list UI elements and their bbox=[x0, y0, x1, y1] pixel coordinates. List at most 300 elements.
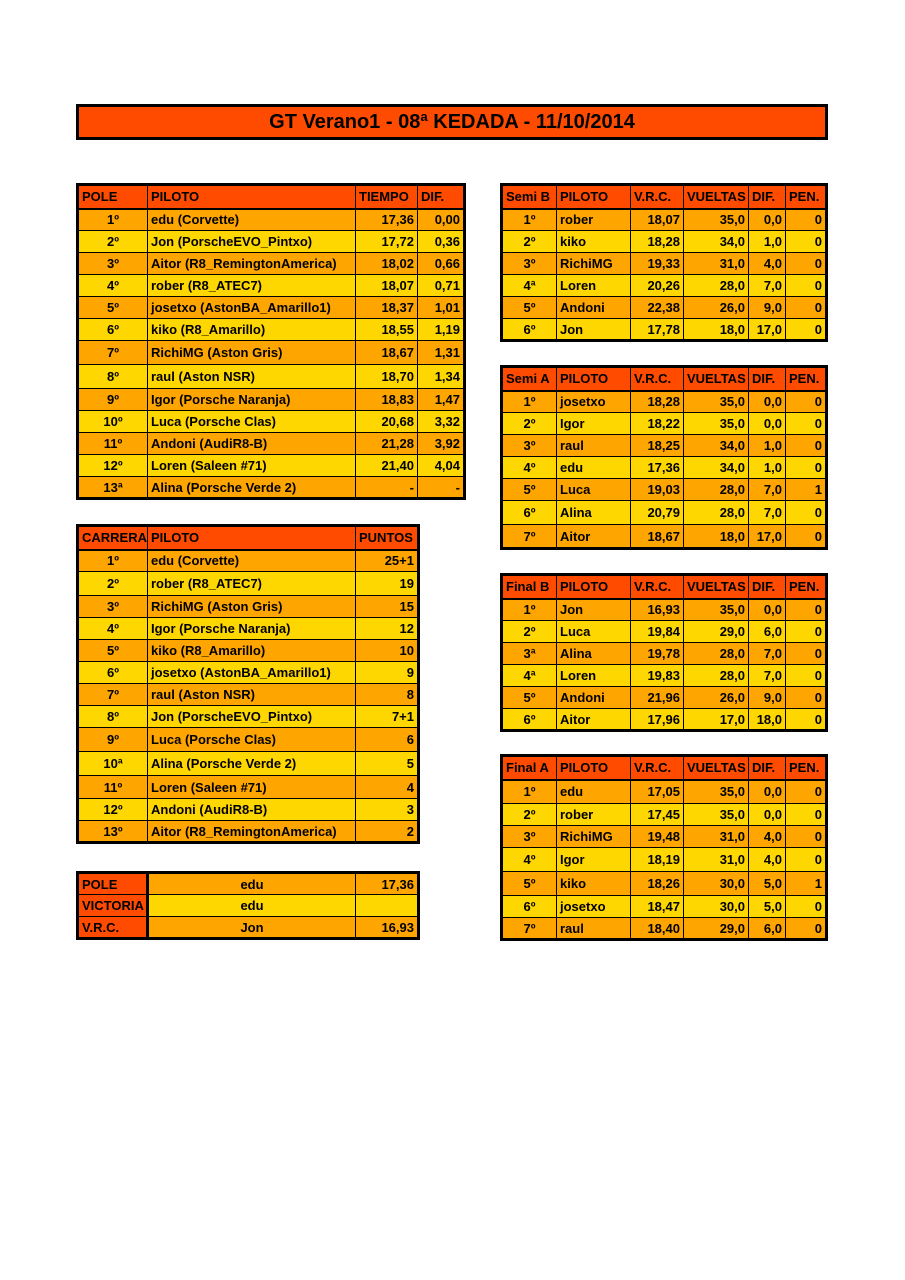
table-cell: 9 bbox=[356, 662, 419, 684]
table-row bbox=[502, 457, 827, 479]
table-cell: 0 bbox=[786, 209, 827, 231]
header-row bbox=[502, 185, 827, 209]
table-cell: Luca (Porsche Clas) bbox=[148, 411, 356, 433]
column-header: VUELTAS bbox=[684, 575, 749, 599]
table-cell: 0 bbox=[786, 621, 827, 643]
table-cell: rober (R8_ATEC7) bbox=[148, 572, 356, 596]
table-cell: 12 bbox=[356, 618, 419, 640]
table-cell: 6º bbox=[78, 319, 148, 341]
table-cell: 0 bbox=[786, 319, 827, 341]
table-row bbox=[502, 253, 827, 275]
column-header: PILOTO bbox=[557, 756, 631, 780]
column-header: CARRERA bbox=[78, 526, 148, 550]
table-cell: 5,0 bbox=[749, 872, 786, 896]
table-cell: 0 bbox=[786, 848, 827, 872]
table-cell: 29,0 bbox=[684, 621, 749, 643]
table-cell: 3º bbox=[78, 253, 148, 275]
table-cell: 17,78 bbox=[631, 319, 684, 341]
column-header: DIF. bbox=[749, 756, 786, 780]
table-row bbox=[78, 728, 419, 752]
table-cell: 5º bbox=[78, 640, 148, 662]
table-row bbox=[78, 433, 465, 455]
table-cell: rober (R8_ATEC7) bbox=[148, 275, 356, 297]
table-row bbox=[502, 599, 827, 621]
table-cell: Jon bbox=[148, 917, 356, 939]
table-cell: Alina bbox=[557, 501, 631, 525]
table-row bbox=[502, 391, 827, 413]
table-cell: 18,22 bbox=[631, 413, 684, 435]
table-cell: 9º bbox=[78, 389, 148, 411]
table-cell: 34,0 bbox=[684, 435, 749, 457]
table-cell: Igor (Porsche Naranja) bbox=[148, 389, 356, 411]
table-row bbox=[78, 209, 465, 231]
table-row bbox=[78, 662, 419, 684]
table-cell: 4,0 bbox=[749, 826, 786, 848]
column-header: DIF. bbox=[418, 185, 465, 209]
table-cell: 0 bbox=[786, 253, 827, 275]
table-cell: 2º bbox=[502, 231, 557, 253]
table-row bbox=[78, 275, 465, 297]
column-header: PILOTO bbox=[148, 185, 356, 209]
table-cell: 10 bbox=[356, 640, 419, 662]
table-cell: Loren bbox=[557, 665, 631, 687]
table-cell: 15 bbox=[356, 596, 419, 618]
final-a-table bbox=[500, 754, 828, 941]
table-cell: raul (Aston NSR) bbox=[148, 365, 356, 389]
table-cell: V.R.C. bbox=[78, 917, 148, 939]
table-cell: 35,0 bbox=[684, 209, 749, 231]
table-cell: 6 bbox=[356, 728, 419, 752]
table-cell: 2 bbox=[356, 821, 419, 843]
table-cell: 0 bbox=[786, 525, 827, 549]
table-cell: 0 bbox=[786, 231, 827, 253]
table-cell: 16,93 bbox=[356, 917, 419, 939]
table-cell: Igor bbox=[557, 413, 631, 435]
table-cell: 18,0 bbox=[684, 319, 749, 341]
table-cell: 26,0 bbox=[684, 297, 749, 319]
table-cell: 4ª bbox=[502, 665, 557, 687]
table-cell: 1º bbox=[78, 550, 148, 572]
table-cell: 17,36 bbox=[631, 457, 684, 479]
table-cell: 28,0 bbox=[684, 275, 749, 297]
table-cell: 7º bbox=[502, 918, 557, 940]
table-cell: 9º bbox=[78, 728, 148, 752]
table-row bbox=[78, 776, 419, 799]
table-cell: edu bbox=[148, 895, 356, 917]
column-header: PILOTO bbox=[557, 575, 631, 599]
table-row bbox=[78, 297, 465, 319]
table-cell: RichiMG bbox=[557, 826, 631, 848]
table-cell: 7,0 bbox=[749, 275, 786, 297]
table-row bbox=[78, 253, 465, 275]
table-cell: 0 bbox=[786, 804, 827, 826]
table-cell: kiko (R8_Amarillo) bbox=[148, 319, 356, 341]
column-header: PEN. bbox=[786, 756, 827, 780]
table-cell: 0 bbox=[786, 896, 827, 918]
table-row bbox=[78, 411, 465, 433]
table-cell: 7º bbox=[502, 525, 557, 549]
table-cell: 0 bbox=[786, 391, 827, 413]
table-cell: Andoni (AudiR8-B) bbox=[148, 799, 356, 821]
table-cell: 3º bbox=[502, 253, 557, 275]
page-title: GT Verano1 - 08ª KEDADA - 11/10/2014 bbox=[76, 104, 828, 140]
table-cell: 3º bbox=[502, 826, 557, 848]
table-row bbox=[502, 780, 827, 804]
table-row bbox=[78, 895, 419, 917]
table-cell: 6º bbox=[502, 896, 557, 918]
table-cell: Jon bbox=[557, 319, 631, 341]
table-cell: RichiMG (Aston Gris) bbox=[148, 341, 356, 365]
table-cell: 0,36 bbox=[418, 231, 465, 253]
table-cell: 5º bbox=[502, 872, 557, 896]
table-row bbox=[502, 643, 827, 665]
table-cell: 17,0 bbox=[749, 525, 786, 549]
column-header: V.R.C. bbox=[631, 367, 684, 391]
table-cell: kiko (R8_Amarillo) bbox=[148, 640, 356, 662]
table-cell: 6,0 bbox=[749, 918, 786, 940]
table-cell: 1º bbox=[78, 209, 148, 231]
table-cell: josetxo bbox=[557, 391, 631, 413]
table-cell: 4 bbox=[356, 776, 419, 799]
table-cell: 11º bbox=[78, 433, 148, 455]
table-cell: 21,40 bbox=[356, 455, 418, 477]
table-cell: 8 bbox=[356, 684, 419, 706]
table-cell: 0,71 bbox=[418, 275, 465, 297]
table-cell: 0 bbox=[786, 457, 827, 479]
semi-a-table bbox=[500, 365, 828, 550]
table-cell: RichiMG (Aston Gris) bbox=[148, 596, 356, 618]
table-cell: VICTORIA bbox=[78, 895, 148, 917]
table-cell: 7,0 bbox=[749, 479, 786, 501]
table-cell: 6º bbox=[502, 501, 557, 525]
table-cell: 34,0 bbox=[684, 457, 749, 479]
table-cell: 28,0 bbox=[684, 643, 749, 665]
table-cell: 3º bbox=[502, 435, 557, 457]
table-cell: 1,47 bbox=[418, 389, 465, 411]
table-cell: 18,40 bbox=[631, 918, 684, 940]
column-header: V.R.C. bbox=[631, 185, 684, 209]
table-cell: 25+1 bbox=[356, 550, 419, 572]
table-cell: 18,07 bbox=[356, 275, 418, 297]
table-cell: 5º bbox=[78, 297, 148, 319]
table-cell: 19 bbox=[356, 572, 419, 596]
table-cell: Andoni (AudiR8-B) bbox=[148, 433, 356, 455]
table-row bbox=[502, 275, 827, 297]
table-row bbox=[502, 896, 827, 918]
table-cell: Igor bbox=[557, 848, 631, 872]
table-cell: Andoni bbox=[557, 297, 631, 319]
column-header: TIEMPO bbox=[356, 185, 418, 209]
table-cell: 3ª bbox=[502, 643, 557, 665]
table-cell: 1º bbox=[502, 209, 557, 231]
table-row bbox=[502, 435, 827, 457]
table-cell: raul bbox=[557, 918, 631, 940]
table-cell: 17,36 bbox=[356, 209, 418, 231]
table-cell: 3 bbox=[356, 799, 419, 821]
table-cell: 6º bbox=[502, 709, 557, 731]
table-row bbox=[78, 341, 465, 365]
table-cell: 0,0 bbox=[749, 804, 786, 826]
table-cell: 1,0 bbox=[749, 457, 786, 479]
table-cell: josetxo (AstonBA_Amarillo1) bbox=[148, 297, 356, 319]
table-cell: edu bbox=[148, 873, 356, 895]
table-cell: Luca bbox=[557, 479, 631, 501]
table-cell: 2º bbox=[502, 804, 557, 826]
table-cell: 34,0 bbox=[684, 231, 749, 253]
column-header: PEN. bbox=[786, 185, 827, 209]
table-cell: 18,67 bbox=[631, 525, 684, 549]
table-cell: 17,05 bbox=[631, 780, 684, 804]
table-cell: 4º bbox=[78, 275, 148, 297]
table-cell: 1,34 bbox=[418, 365, 465, 389]
table-cell: 1,31 bbox=[418, 341, 465, 365]
table-cell: 18,07 bbox=[631, 209, 684, 231]
table-cell: 35,0 bbox=[684, 391, 749, 413]
table-cell: 35,0 bbox=[684, 780, 749, 804]
table-cell: 1 bbox=[786, 872, 827, 896]
table-cell: 7,0 bbox=[749, 665, 786, 687]
table-cell: 5,0 bbox=[749, 896, 786, 918]
pole-table bbox=[76, 183, 466, 500]
table-cell: 35,0 bbox=[684, 413, 749, 435]
table-cell: 18,26 bbox=[631, 872, 684, 896]
table-cell: 31,0 bbox=[684, 848, 749, 872]
table-cell: Igor (Porsche Naranja) bbox=[148, 618, 356, 640]
table-cell: Alina bbox=[557, 643, 631, 665]
table-cell: 17,96 bbox=[631, 709, 684, 731]
final-b-table bbox=[500, 573, 828, 732]
table-cell: 0,0 bbox=[749, 780, 786, 804]
table-cell: 19,03 bbox=[631, 479, 684, 501]
table-cell: 9,0 bbox=[749, 687, 786, 709]
table-cell bbox=[356, 895, 419, 917]
table-cell: 0 bbox=[786, 435, 827, 457]
table-cell: josetxo (AstonBA_Amarillo1) bbox=[148, 662, 356, 684]
semi-b-table bbox=[500, 183, 828, 342]
column-header: PUNTOS bbox=[356, 526, 419, 550]
table-cell: 1,01 bbox=[418, 297, 465, 319]
column-header: V.R.C. bbox=[631, 756, 684, 780]
column-header: PILOTO bbox=[557, 367, 631, 391]
table-cell: 19,33 bbox=[631, 253, 684, 275]
table-row bbox=[78, 799, 419, 821]
table-cell: 30,0 bbox=[684, 896, 749, 918]
table-cell: 0 bbox=[786, 780, 827, 804]
header-row bbox=[502, 575, 827, 599]
table-cell: 0 bbox=[786, 687, 827, 709]
table-cell: raul (Aston NSR) bbox=[148, 684, 356, 706]
table-cell: rober bbox=[557, 209, 631, 231]
table-row bbox=[502, 319, 827, 341]
column-header: VUELTAS bbox=[684, 367, 749, 391]
table-cell: Luca bbox=[557, 621, 631, 643]
table-cell: 13ª bbox=[78, 477, 148, 499]
table-cell: 18,0 bbox=[684, 525, 749, 549]
table-cell: 17,72 bbox=[356, 231, 418, 253]
table-cell: Luca (Porsche Clas) bbox=[148, 728, 356, 752]
table-row bbox=[78, 572, 419, 596]
table-cell: 8º bbox=[78, 706, 148, 728]
carrera-table bbox=[76, 524, 420, 844]
table-cell: Loren bbox=[557, 275, 631, 297]
column-header: POLE bbox=[78, 185, 148, 209]
table-cell: 22,38 bbox=[631, 297, 684, 319]
table-cell: POLE bbox=[78, 873, 148, 895]
table-cell: 0 bbox=[786, 275, 827, 297]
table-cell: Aitor bbox=[557, 525, 631, 549]
table-row bbox=[78, 873, 419, 895]
table-cell: Alina (Porsche Verde 2) bbox=[148, 752, 356, 776]
table-row bbox=[502, 209, 827, 231]
table-cell: 2º bbox=[502, 621, 557, 643]
table-cell: josetxo bbox=[557, 896, 631, 918]
column-header: PEN. bbox=[786, 367, 827, 391]
table-cell: 35,0 bbox=[684, 599, 749, 621]
table-cell: 7º bbox=[78, 341, 148, 365]
table-cell: 28,0 bbox=[684, 665, 749, 687]
table-row bbox=[78, 752, 419, 776]
table-cell: 4,0 bbox=[749, 253, 786, 275]
table-row bbox=[502, 501, 827, 525]
table-row bbox=[78, 706, 419, 728]
table-cell: 4º bbox=[502, 457, 557, 479]
table-row bbox=[78, 389, 465, 411]
table-cell: 0 bbox=[786, 501, 827, 525]
column-header: VUELTAS bbox=[684, 185, 749, 209]
table-cell: Loren (Saleen #71) bbox=[148, 455, 356, 477]
header-row bbox=[78, 526, 419, 550]
table-cell: 1º bbox=[502, 391, 557, 413]
table-cell: 20,79 bbox=[631, 501, 684, 525]
table-row bbox=[78, 596, 419, 618]
table-cell: 17,36 bbox=[356, 873, 419, 895]
column-header: DIF. bbox=[749, 575, 786, 599]
table-row bbox=[502, 413, 827, 435]
table-cell: 13º bbox=[78, 821, 148, 843]
table-cell: 2º bbox=[78, 572, 148, 596]
table-row bbox=[502, 231, 827, 253]
table-cell: 1º bbox=[502, 780, 557, 804]
table-cell: 0 bbox=[786, 413, 827, 435]
table-cell: raul bbox=[557, 435, 631, 457]
table-cell: Aitor (R8_RemingtonAmerica) bbox=[148, 253, 356, 275]
table-row bbox=[502, 804, 827, 826]
table-cell: 0 bbox=[786, 826, 827, 848]
table-cell: 31,0 bbox=[684, 253, 749, 275]
table-cell: 18,25 bbox=[631, 435, 684, 457]
table-cell: Aitor bbox=[557, 709, 631, 731]
table-row bbox=[78, 231, 465, 253]
table-cell: 18,28 bbox=[631, 231, 684, 253]
table-cell: 28,0 bbox=[684, 479, 749, 501]
table-cell: 0,0 bbox=[749, 209, 786, 231]
table-cell: Alina (Porsche Verde 2) bbox=[148, 477, 356, 499]
table-cell: 20,26 bbox=[631, 275, 684, 297]
table-cell: 19,83 bbox=[631, 665, 684, 687]
table-cell: RichiMG bbox=[557, 253, 631, 275]
column-header: VUELTAS bbox=[684, 756, 749, 780]
table-cell: 18,67 bbox=[356, 341, 418, 365]
table-cell: 1º bbox=[502, 599, 557, 621]
table-cell: 19,84 bbox=[631, 621, 684, 643]
table-cell: rober bbox=[557, 804, 631, 826]
table-cell: 18,37 bbox=[356, 297, 418, 319]
table-cell: 1 bbox=[786, 479, 827, 501]
table-row bbox=[502, 479, 827, 501]
table-cell: 18,47 bbox=[631, 896, 684, 918]
table-row bbox=[502, 621, 827, 643]
table-cell: 19,78 bbox=[631, 643, 684, 665]
table-cell: edu (Corvette) bbox=[148, 550, 356, 572]
table-row bbox=[502, 297, 827, 319]
table-cell: 18,02 bbox=[356, 253, 418, 275]
header-row bbox=[502, 756, 827, 780]
table-cell: 3º bbox=[78, 596, 148, 618]
table-cell: 0 bbox=[786, 665, 827, 687]
table-cell: kiko bbox=[557, 872, 631, 896]
table-cell: 9,0 bbox=[749, 297, 786, 319]
table-cell: 6º bbox=[502, 319, 557, 341]
column-header: DIF. bbox=[749, 185, 786, 209]
table-cell: Jon bbox=[557, 599, 631, 621]
table-cell: Jon (PorscheEVO_Pintxo) bbox=[148, 706, 356, 728]
summary-table bbox=[76, 871, 420, 940]
table-row bbox=[78, 917, 419, 939]
table-row bbox=[78, 455, 465, 477]
table-cell: 7º bbox=[78, 684, 148, 706]
table-cell: 1,0 bbox=[749, 231, 786, 253]
table-cell: 5 bbox=[356, 752, 419, 776]
table-cell: edu (Corvette) bbox=[148, 209, 356, 231]
table-cell: 0 bbox=[786, 599, 827, 621]
table-cell: 4º bbox=[502, 848, 557, 872]
column-header: PEN. bbox=[786, 575, 827, 599]
table-cell: 5º bbox=[502, 479, 557, 501]
table-row bbox=[78, 821, 419, 843]
table-row bbox=[502, 687, 827, 709]
table-cell: Andoni bbox=[557, 687, 631, 709]
table-cell: 0 bbox=[786, 918, 827, 940]
table-cell: 0,00 bbox=[418, 209, 465, 231]
table-cell: 11º bbox=[78, 776, 148, 799]
table-cell: 29,0 bbox=[684, 918, 749, 940]
table-cell: Loren (Saleen #71) bbox=[148, 776, 356, 799]
table-cell: 2º bbox=[78, 231, 148, 253]
table-cell: 18,55 bbox=[356, 319, 418, 341]
table-cell: 18,0 bbox=[749, 709, 786, 731]
table-cell: Jon (PorscheEVO_Pintxo) bbox=[148, 231, 356, 253]
column-header: Semi B bbox=[502, 185, 557, 209]
table-cell: 0,0 bbox=[749, 413, 786, 435]
column-header: Semi A bbox=[502, 367, 557, 391]
table-row bbox=[78, 640, 419, 662]
table-cell: 17,0 bbox=[684, 709, 749, 731]
table-cell: 7,0 bbox=[749, 643, 786, 665]
table-cell: 0 bbox=[786, 709, 827, 731]
table-row bbox=[78, 618, 419, 640]
table-row bbox=[502, 848, 827, 872]
table-cell: 21,28 bbox=[356, 433, 418, 455]
table-cell: 18,83 bbox=[356, 389, 418, 411]
table-cell: 7+1 bbox=[356, 706, 419, 728]
table-cell: 0,66 bbox=[418, 253, 465, 275]
table-cell: edu bbox=[557, 457, 631, 479]
table-cell: 10ª bbox=[78, 752, 148, 776]
header-row bbox=[78, 185, 465, 209]
table-cell: 1,19 bbox=[418, 319, 465, 341]
column-header: V.R.C. bbox=[631, 575, 684, 599]
table-cell: 35,0 bbox=[684, 804, 749, 826]
